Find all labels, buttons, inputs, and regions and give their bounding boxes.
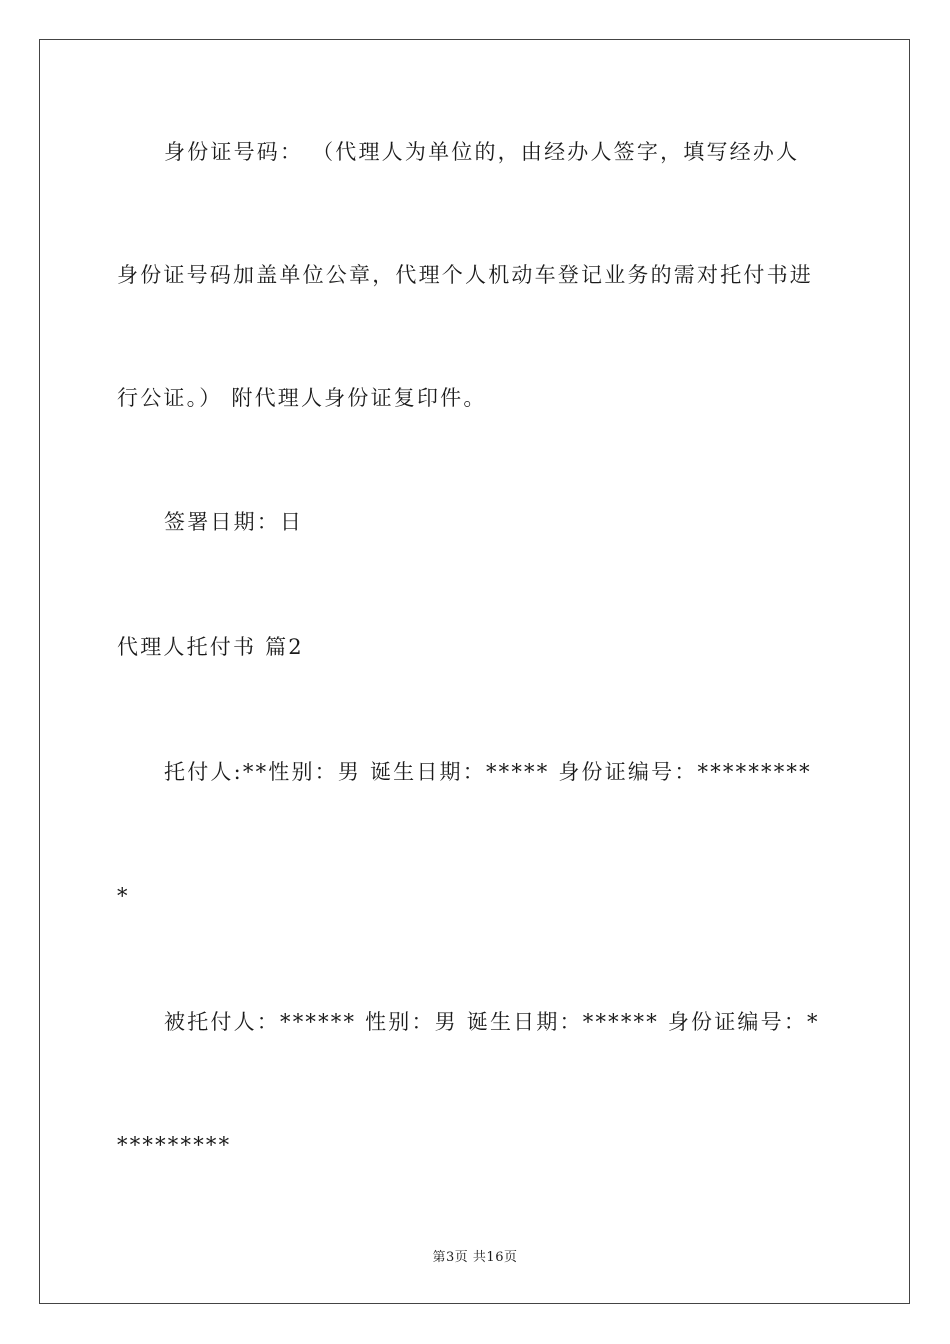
stamp-instruction-line: 身份证号码加盖单位公章，代理个人机动车登记业务的需对托付书进 — [117, 263, 813, 287]
signing-date-line: 签署日期：日 — [164, 510, 304, 534]
notarize-line: 行公证。） 附代理人身份证复印件。 — [117, 386, 487, 410]
page-border — [39, 39, 910, 1304]
section-heading: 代理人托付书 篇2 — [117, 635, 304, 659]
principal-info-line: 托付人:**性别：男 诞生日期：***** 身份证编号：********* — [164, 760, 812, 784]
principal-info-continuation: * — [117, 884, 130, 908]
id-number-line: 身份证号码： （代理人为单位的，由经办人签字，填写经办人 — [164, 140, 800, 164]
agent-info-line: 被托付人：****** 性别：男 诞生日期：****** 身份证编号：* — [164, 1010, 820, 1034]
agent-info-continuation: ********* — [117, 1133, 232, 1157]
page-footer: 第3页 共16页 — [432, 1250, 518, 1265]
